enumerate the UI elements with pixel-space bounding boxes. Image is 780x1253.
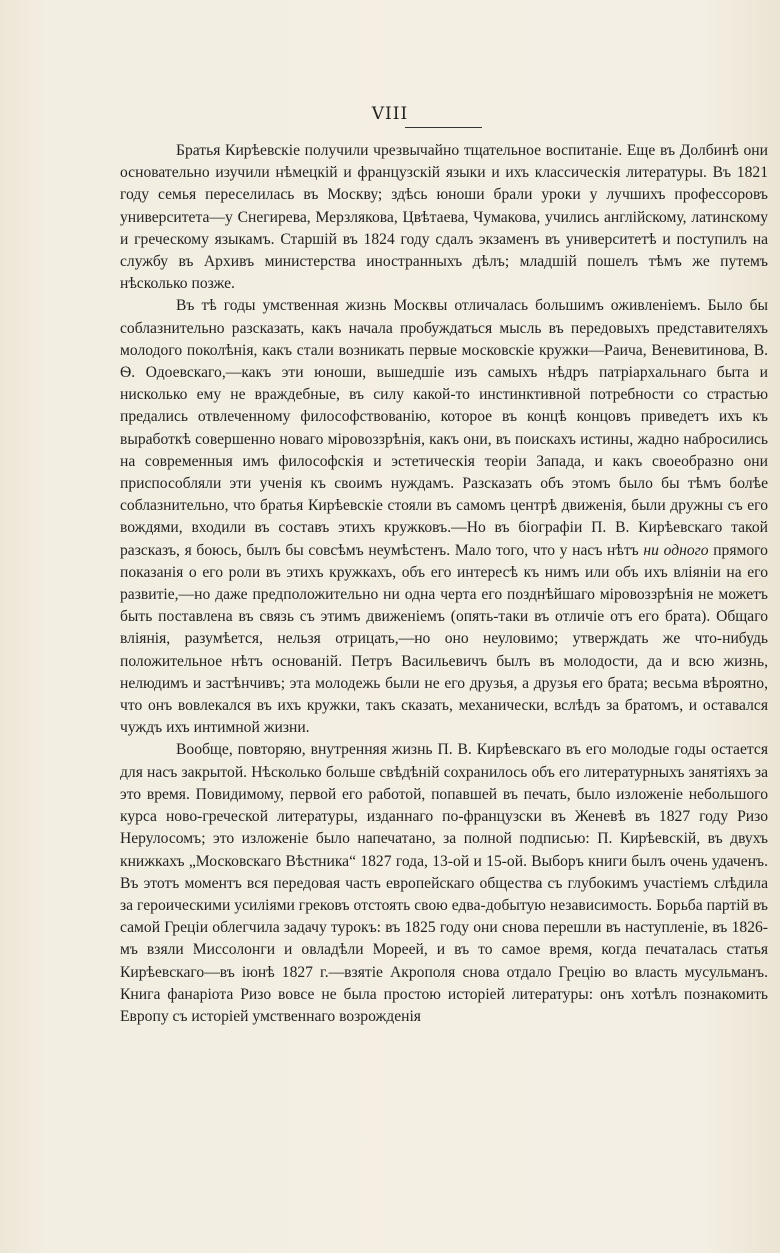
header-rule — [405, 127, 482, 128]
paragraph-3: Вообще, повторяю, внутренняя жизнь П. В. Кирѣевскаго въ его молодые годы остается для насъ закрытой. Нѣсколько больше свѣдѣній сохранилось объ его литературныхъ занятіяхъ за это время. Повидимому, первой его работой, попавшей въ печать, было изложеніе небольшого курса ново-греческой литературы, изданнаго по-французски въ Женевѣ въ 1827 году Ризо Нерулосомъ; это изложеніе было напечатано, за полной подписью: П. Кирѣевскій, въ двухъ книжкахъ „Московскаго Вѣстника“ 1827 года, 13-ой и 15-ой. Выборъ книги былъ очень удаченъ. Въ этотъ моментъ вся передовая часть европейскаго общества съ глубокимъ участіемъ слѣдила за героическими усиліями грековъ отстоять свою едва-добытую независимость. Борьба партій въ самой Греціи облегчила задачу турокъ: въ 1825 году они снова перешли въ наступленіе, въ 1826-мъ взяли Миссолонги и овладѣли Мореей, и въ то самое время, когда печаталась статья Кирѣевскаго—въ іюнѣ 1827 г.—взятіе Акрополя снова отдало Грецію во власть мусульманъ. Книга фанаріота Ризо вовсе не была простою исторіей литературы: онъ хотѣлъ познакомить Европу съ исторіей умственнаго возрожденія — [120, 741, 768, 1025]
paragraph-2-text-b: прямого показанія о его роли въ этихъ кружкахъ, объ его интересѣ къ нимъ или объ ихъ вліяніи на его развитіе,—но даже предположительно ни одна черта его позднѣйшаго міровоззрѣнія не можетъ быть поставлена въ связь съ этимъ движеніемъ (опять-таки въ отличіе отъ его брата). Общаго вліянія, разумѣется, нельзя отрицать,—но оно неуловимо; утверждать же что-нибудь положительное нѣтъ основаній. Петръ Васильевичъ былъ въ молодости, да и всю жизнь, нелюдимъ и застѣнчивъ; эта молодежь были не его друзья, а друзья его брата; весьма вѣроятно, что онъ вовлекался въ ихъ кружки, такъ сказать, механически, вслѣдъ за братомъ, и оставался чуждъ ихъ интимной жизни. — [120, 541, 768, 737]
paragraph-2-italic: ни одного — [643, 541, 709, 559]
paragraph-1: Братья Кирѣевскіе получили чрезвычайно тщательное воспитаніе. Еще въ Долбинѣ они основательно изучили нѣмецкій и французскій языки и ихъ классическія литературы. Въ 1821 году семья переселилась въ Москву; здѣсь юноши брали уроки у лучшихъ профессоровъ университета—у Снегирева, Мерзлякова, Цвѣтаева, Чумакова, учились англійскому, латинскому и греческому языкамъ. Старшій въ 1824 году сдалъ экзаменъ въ университетѣ и поступилъ на службу въ Архивъ министерства иностранныхъ дѣлъ; младшій пошелъ тѣмъ же путемъ нѣсколько позже. — [120, 142, 768, 293]
page-number: VIII — [371, 104, 409, 124]
paragraph-2-text-a: Въ тѣ годы умственная жизнь Москвы отличалась большимъ оживленіемъ. Было бы соблазнительно разсказать, какъ начала пробуждаться мысль въ передовыхъ представителяхъ молодого поколѣнія, какъ стали возникать первые московскіе кружки—Раича, Веневитинова, В. Ѳ. Одоевскаго,—какъ эти юноши, вышедшіе изъ самыхъ нѣдръ патріархальнаго быта и нисколько ему не враждебные, въ силу какой-то инстинктивной потребности со страстью предались отвлеченному философствованію, которое въ концѣ концовъ приведетъ ихъ къ выработкѣ совершенно новаго міровоззрѣнія, какъ они, въ поискахъ истины, жадно набросились на современныя имъ философскія и эстетическія теоріи Запада, и какъ своеобразно они приспособляли эти ученія къ своимъ нуждамъ. Разсказать объ этомъ было бы тѣмъ болѣе соблазнительно, что братья Кирѣевскіе стояли въ самомъ центрѣ движенія, были дружны съ его вождями, входили въ составъ этихъ кружковъ.—Но въ біографіи П. В. Кирѣевскаго такой разсказъ, я боюсь, былъ бы совсѣмъ неумѣстенъ. Мало того, что у насъ нѣтъ — [120, 297, 768, 559]
body-text — [120, 140, 768, 1028]
paragraph-2 — [120, 295, 768, 739]
